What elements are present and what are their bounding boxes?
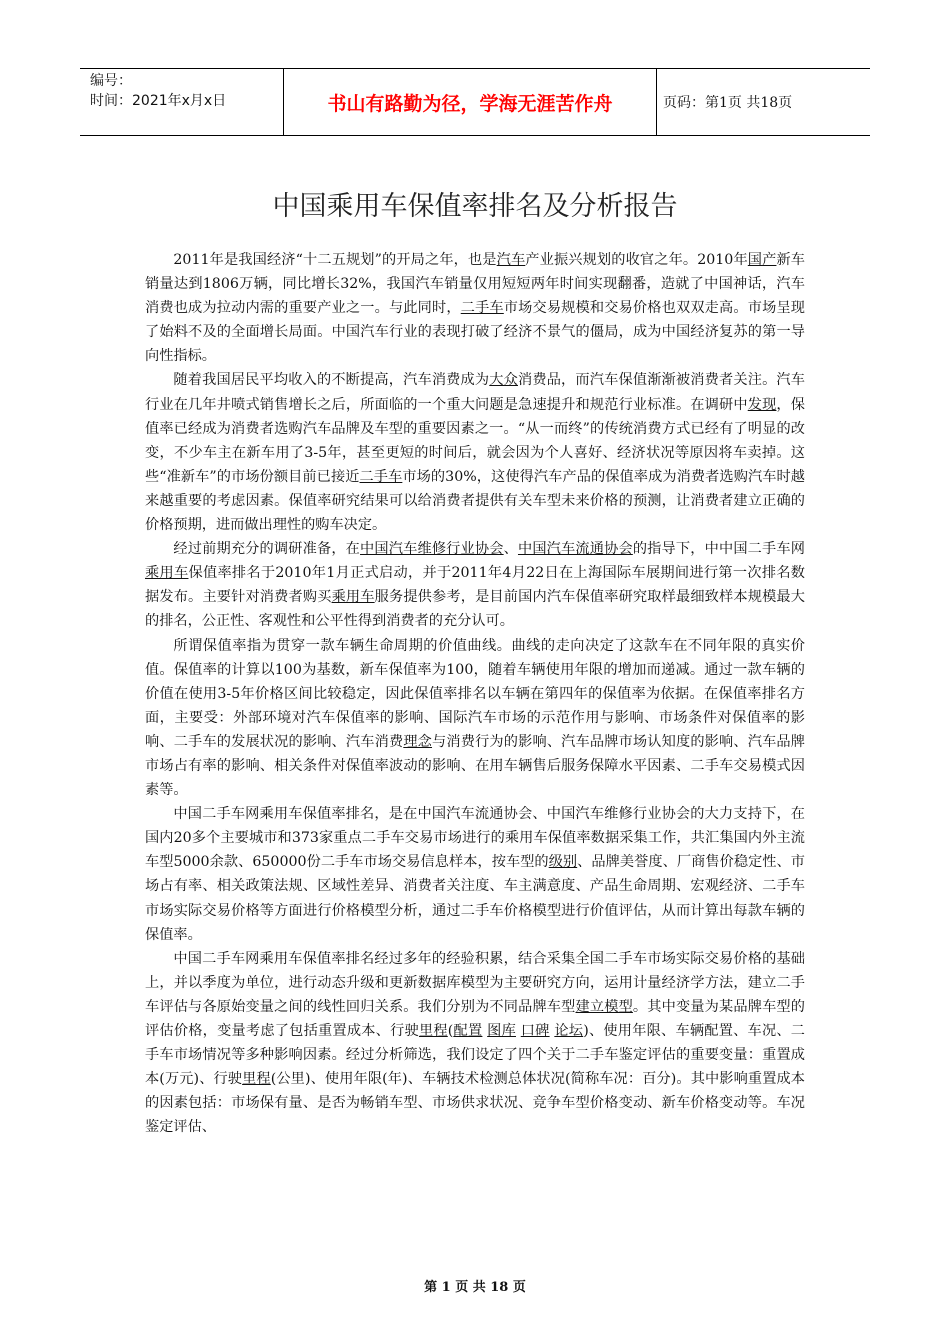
paragraph-text: 中国二手车网乘用车保值率排名经过多年的经验积累，结合采集全国二手车市场实际交易价格的基础上，并以季度为单位，进行动态升级和更新数据库模型为主要研究方向，运用计量经济学方法，建立二手车评估与各原始变量之间的线性回归关系。我们分别为不同品牌车型 xyxy=(145,950,805,1015)
link-text[interactable]: 中国汽车维修行业协会 xyxy=(360,541,504,558)
document-body xyxy=(145,248,805,1139)
link-text[interactable]: 论坛 xyxy=(554,1023,584,1039)
page-info: 页码：第1页 共18页 xyxy=(663,95,793,111)
paragraph-text: 市场交易规模和交易价格也双双走高。市场呈现了始料不及的全面增长局面。中国汽车行业的表现打破了经济不景气的僵局，成为中国经济复苏的第一导向性指标。 xyxy=(145,300,805,365)
link-text[interactable]: 图库 xyxy=(487,1023,516,1039)
paragraph-text: )、使用年限、车辆配置、车况、二手车市场情况等多种影响因素。经过分析筛选，我们设定了四个关于二手车鉴定评估的重要变量：重置成本(万元)、行驶 xyxy=(145,1023,805,1088)
link-text[interactable]: 发现 xyxy=(747,396,777,413)
link-text[interactable]: 里程 xyxy=(242,1071,271,1088)
paragraph-text: 所谓保值率指为贯穿一款车辆生命周期的价值曲线。曲线的走向决定了这款车在不同年限的真实价值。保值率的计算以100为基数，新车保值率为100，随着车辆使用年限的增加而递减。通过一款车辆的价值在使用3-5年价格区间比较稳定，因此保值率排名以车辆在第四年的保值率为依据。在保值率排名方面，主要受：外部环境对汽车保值率的影响、国际汽车市场的示范作用与影响、市场条件对保值率的影响、二手车的发展状况的影响、汽车消费 xyxy=(145,637,805,750)
link-text[interactable]: 里程 xyxy=(418,1023,448,1039)
link-text[interactable]: 汽车 xyxy=(496,252,526,268)
paragraph-text: ，保值率已经成为消费者选购汽车品牌及车型的重要因素之一。“从一而终”的传统消费方式已经有了明显的改变，不少车主在新车用了3-5年，甚至更短的时间后，就会因为个人喜好、经济状况等原因将车卖掉。这些“准新车”的市场份额目前已接近 xyxy=(145,396,805,485)
paragraph-text: 随着我国居民平均收入的不断提高，汽车消费成为 xyxy=(173,372,490,389)
paragraph-text: 中国二手车网乘用车保值率排名，是在中国汽车流通协会、中国汽车维修行业协会的大力支持下，在国内20多个主要城市和373家重点二手车交易市场进行的乘用车保值率数据采集工作，共汇集国内外主流车型5000余款、650000份二手车市场交易信息样本，按车型的 xyxy=(145,806,805,871)
paragraph-text: 、品牌美誉度、厂商售价稳定性、市场占有率、相关政策法规、区域性差异、消费者关注度、车主满意度、产品生命周期、宏观经济、二手车市场实际交易价格等方面进行价格模型分析，通过二手车价格模型进行价值评估，从而计算出每款车辆的保值率。 xyxy=(145,854,805,943)
body-paragraph xyxy=(145,947,805,1140)
paragraph-text: 与消费行为的影响、汽车品牌市场认知度的影响、汽车品牌市场占有率的影响、相关条件对保值率波动的影响、在用车辆售后服务保障水平因素、二手车交易模式因素等。 xyxy=(145,733,805,799)
link-text[interactable]: 乘用车 xyxy=(145,565,189,582)
link-text[interactable]: 中国汽车流通协会 xyxy=(517,541,633,558)
document-title: 中国乘用车保值率排名及分析报告 xyxy=(272,191,678,222)
paragraph-text: 新车销量达到1806万辆，同比增长32%，我国汽车销量仅用短短两年时间实现翻番，造就了中国神话，汽车消费也成为拉动内需的重要产业之一。与此同时， xyxy=(145,252,805,317)
link-text[interactable]: 配置 xyxy=(453,1023,483,1039)
date-label: 时间：2021年x月x日 xyxy=(90,93,227,109)
link-text[interactable]: 国产 xyxy=(747,252,777,268)
page-footer: 第 1 页 共 18 页 xyxy=(424,1280,526,1295)
link-text[interactable]: 二手车 xyxy=(359,468,403,485)
body-paragraph xyxy=(145,368,805,537)
body-paragraph xyxy=(145,537,805,633)
link-text[interactable]: 理念 xyxy=(403,733,433,750)
paragraph-text: 、 xyxy=(503,541,518,558)
paragraph-text: 。其中变量为某品牌车型的评估价格，变量考虑了包括重置成本、行驶 xyxy=(145,998,805,1039)
paragraph-text: 的指导下，中中国二手车网 xyxy=(632,541,805,558)
link-text[interactable]: 大众 xyxy=(489,372,518,389)
number-label: 编号： xyxy=(90,73,132,89)
paragraph-text: 消费品，而汽车保值渐渐被消费者关注。汽车行业在几年井喷式销售增长之后，所面临的一个重大问题是急速提升和规范行业标准。在调研中 xyxy=(145,372,805,413)
body-paragraph xyxy=(145,634,805,803)
link-text[interactable]: 乘用车 xyxy=(331,589,375,606)
link-text[interactable]: 级别 xyxy=(548,854,578,871)
link-text[interactable]: 口碑 xyxy=(520,1023,550,1039)
header-left-cell xyxy=(80,69,283,135)
link-text[interactable]: 建立模型 xyxy=(575,998,633,1015)
paragraph-text: 经过前期充分的调研准备，在 xyxy=(173,541,361,558)
body-paragraph xyxy=(145,248,805,368)
paragraph-text: 产业振兴规划的收官之年。2010年 xyxy=(525,252,748,268)
paragraph-text: 2011年是我国经济“十二五规划”的开局之年，也是 xyxy=(173,252,497,268)
link-text[interactable]: 二手车 xyxy=(460,300,504,317)
motto: 书山有路勤为径，学海无涯苦作舟 xyxy=(283,69,657,135)
paragraph-text: 服务提供参考，是目前国内汽车保值率研究取样最细致样本规模最大的排名，公正性、客观性和公平性得到消费者的充分认可。 xyxy=(145,589,805,630)
paragraph-text: 市场的30%，这使得汽车产品的保值率成为消费者选购汽车时越来越重要的考虑因素。保值率研究结果可以给消费者提供有关车型未来价格的预测，让消费者建立正确的价格预期，进而做出理性的购车决定。 xyxy=(145,468,805,534)
header-table xyxy=(80,68,870,136)
paragraph-text: 保值率排名于2010年1月正式启动，并于2011年4月22日在上海国际车展期间进行第一次排名数据发布。主要针对消费者购买 xyxy=(145,565,805,606)
body-paragraph xyxy=(145,802,805,947)
paragraph-text: (公里)、使用年限(年)、车辆技术检测总体状况(简称车况：百分)。其中影响重置成本的因素包括：市场保有量、是否为畅销车型、市场供求状况、竞争车型价格变动、新车价格变动等。车况鉴定评估、 xyxy=(145,1071,805,1136)
paragraph-text: ( xyxy=(447,1023,454,1039)
